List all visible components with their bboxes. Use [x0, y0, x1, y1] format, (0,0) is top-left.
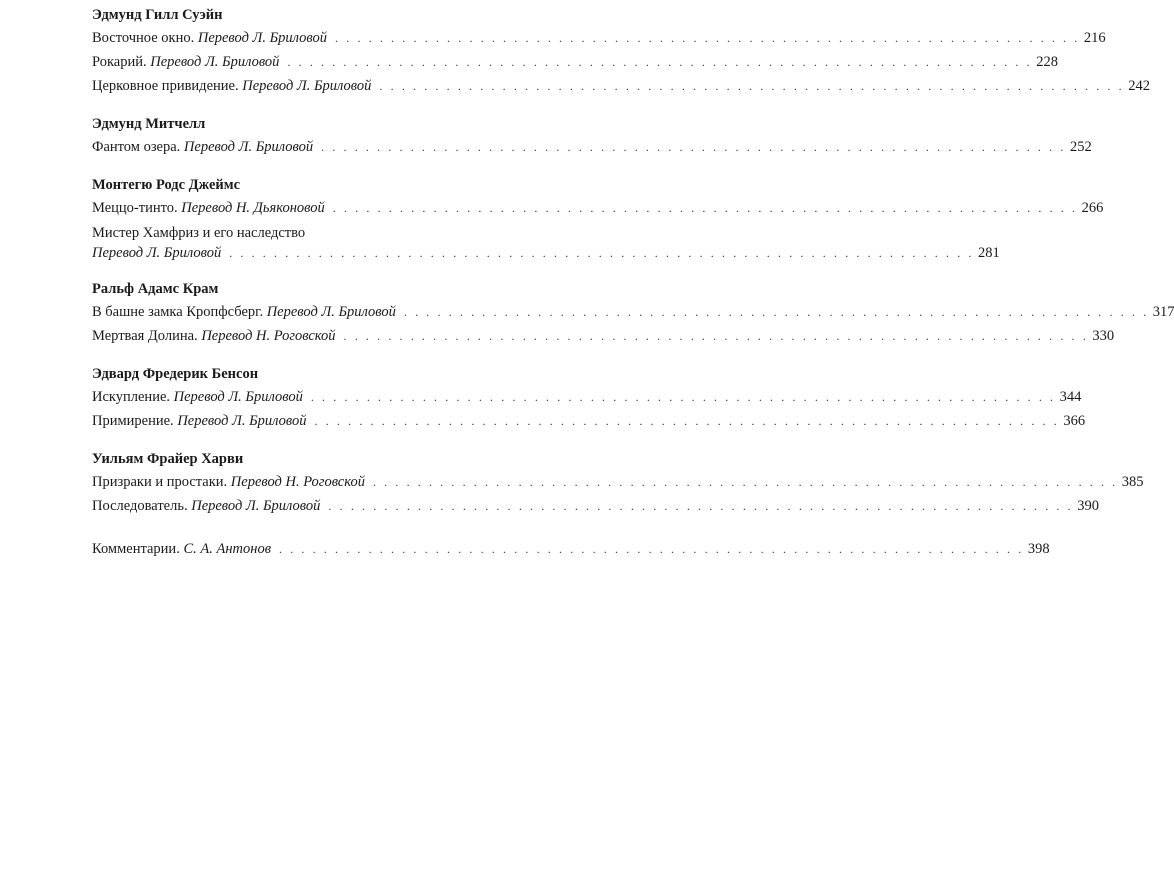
dot-leader: . . . . . . . . . . . . . . . . . . . . . . . . . . . . . . . . . . . . . . . . . . . . . . . . . . . . . . . . . . . . . . . . . . .: [310, 390, 1056, 404]
toc-entry[interactable]: [92, 324, 1115, 348]
entry-title: Церковное привидение.: [92, 78, 239, 94]
entry-title: Рокарий.: [92, 54, 147, 70]
entry-translator: Перевод Л. Бриловой: [150, 54, 280, 70]
entry-title: Мистер Хамфриз и его наследство: [92, 225, 306, 241]
author-name: Уильям Фрайер Харви: [92, 451, 244, 467]
entry-page: 390: [1077, 498, 1099, 514]
toc-entry[interactable]: [92, 50, 1058, 74]
author-name: Эдмунд Митчелл: [92, 116, 206, 132]
toc-section: [92, 450, 1144, 518]
entry-translator: Перевод Н. Роговской: [201, 328, 336, 344]
entry-title: Меццо-тинто.: [92, 200, 178, 216]
entry-page: 252: [1069, 139, 1092, 155]
toc-entry[interactable]: [92, 224, 1000, 263]
toc-section: [92, 365, 1086, 433]
entry-title: Мертвая Долина.: [92, 328, 198, 344]
entry-title: Восточное окно.: [92, 30, 195, 46]
toc-section: [92, 280, 1174, 348]
toc-entry[interactable]: [92, 26, 1106, 50]
toc-entry-commentary[interactable]: [92, 537, 1050, 561]
dot-leader: . . . . . . . . . . . . . . . . . . . . . . . . . . . . . . . . . . . . . . . . . . . . . . . . . . . . . . . . . . . . . . . . . . .: [332, 201, 1078, 215]
entry-translator: Перевод Л. Бриловой: [92, 245, 222, 261]
toc-entry[interactable]: [92, 494, 1099, 518]
entry-page: 281: [978, 245, 1000, 261]
entry-title: В башне замка Кропфсберг.: [92, 304, 264, 320]
author-name: Монтегю Родс Джеймс: [92, 177, 241, 193]
toc-entry[interactable]: [92, 409, 1086, 433]
entry-page: 266: [1081, 200, 1104, 216]
entry-page: 366: [1063, 413, 1086, 429]
entry-author: С. А. Антонов: [183, 541, 271, 557]
entry-title: Фантом озера.: [92, 139, 181, 155]
entry-page: 344: [1059, 389, 1082, 405]
dot-leader: . . . . . . . . . . . . . . . . . . . . . . . . . . . . . . . . . . . . . . . . . . . . . . . . . . . . . . . . . . . . . . . . . . .: [314, 414, 1060, 428]
entry-title: Искупление.: [92, 389, 171, 405]
entry-translator: Перевод Н. Дьяконовой: [181, 200, 325, 216]
entry-page: 216: [1083, 30, 1106, 46]
entry-translator: Перевод Л. Бриловой: [197, 30, 328, 46]
dot-leader: . . . . . . . . . . . . . . . . . . . . . . . . . . . . . . . . . . . . . . . . . . . . . . . . . . . . . . . . . . . . . . . . . . .: [372, 475, 1118, 489]
entry-page: 385: [1121, 474, 1144, 490]
toc-section: [92, 6, 1150, 98]
entry-page: 317: [1152, 304, 1174, 320]
entry-translator: Перевод Л. Бриловой: [177, 413, 307, 429]
author-name: Ральф Адамс Крам: [92, 281, 219, 297]
toc-entry[interactable]: [92, 135, 1092, 159]
toc-entry[interactable]: [92, 300, 1174, 324]
entry-translator: Перевод Л. Бриловой: [266, 304, 396, 320]
dot-leader: . . . . . . . . . . . . . . . . . . . . . . . . . . . . . . . . . . . . . . . . . . . . . . . . . . . . . . . . . . . . . . . . . . .: [335, 31, 1080, 45]
entry-title: Примирение.: [92, 413, 174, 429]
entry-translator: Перевод Н. Роговской: [230, 474, 365, 490]
entry-translator: Перевод Л. Бриловой: [173, 389, 303, 405]
dot-leader: . . . . . . . . . . . . . . . . . . . . . . . . . . . . . . . . . . . . . . . . . . . . . . . . . . . . . . . . . . . . . . . . . . .: [343, 329, 1089, 343]
author-name: Эдмунд Гилл Суэйн: [92, 7, 223, 23]
entry-title: Последователь.: [92, 498, 188, 514]
entry-title: Комментарии.: [92, 541, 180, 557]
dot-leader: . . . . . . . . . . . . . . . . . . . . . . . . . . . . . . . . . . . . . . . . . . . . . . . . . . . . . . . . . . . . . . . . . . .: [321, 140, 1066, 154]
author-name: Эдвард Фредерик Бенсон: [92, 366, 259, 382]
table-of-contents: [92, 6, 1174, 561]
toc-entry[interactable]: [92, 470, 1144, 494]
entry-translator: Перевод Л. Бриловой: [183, 139, 314, 155]
entry-page: 228: [1036, 54, 1058, 70]
dot-leader: . . . . . . . . . . . . . . . . . . . . . . . . . . . . . . . . . . . . . . . . . . . . . . . . . . . . . . . . . . . . . . . . . . .: [379, 79, 1125, 93]
entry-page: 330: [1092, 328, 1115, 344]
toc-entry[interactable]: [92, 385, 1082, 409]
dot-leader: . . . . . . . . . . . . . . . . . . . . . . . . . . . . . . . . . . . . . . . . . . . . . . . . . . . . . . . . . . . . . . . . . . .: [279, 542, 1024, 556]
dot-leader: . . . . . . . . . . . . . . . . . . . . . . . . . . . . . . . . . . . . . . . . . . . . . . . . . . . . . . . . . . . . . . . . . . .: [328, 499, 1074, 513]
toc-entry[interactable]: [92, 74, 1150, 98]
dot-leader: . . . . . . . . . . . . . . . . . . . . . . . . . . . . . . . . . . . . . . . . . . . . . . . . . . . . . . . . . . . . . . . . . . .: [403, 305, 1149, 319]
entry-page: 242: [1128, 78, 1150, 94]
dot-leader: . . . . . . . . . . . . . . . . . . . . . . . . . . . . . . . . . . . . . . . . . . . . . . . . . . . . . . . . . . . . . . . . . . .: [287, 55, 1033, 69]
entry-page: 398: [1027, 541, 1050, 557]
entry-translator: Перевод Л. Бриловой: [191, 498, 321, 514]
entry-title: Призраки и простаки.: [92, 474, 228, 490]
toc-section: [92, 115, 1092, 159]
toc-section: [92, 176, 1104, 263]
dot-leader: . . . . . . . . . . . . . . . . . . . . . . . . . . . . . . . . . . . . . . . . . . . . . . . . . . . . . . . . . . . . . . . . . . .: [229, 246, 975, 260]
entry-translator: Перевод Л. Бриловой: [242, 78, 372, 94]
toc-entry[interactable]: [92, 196, 1104, 220]
